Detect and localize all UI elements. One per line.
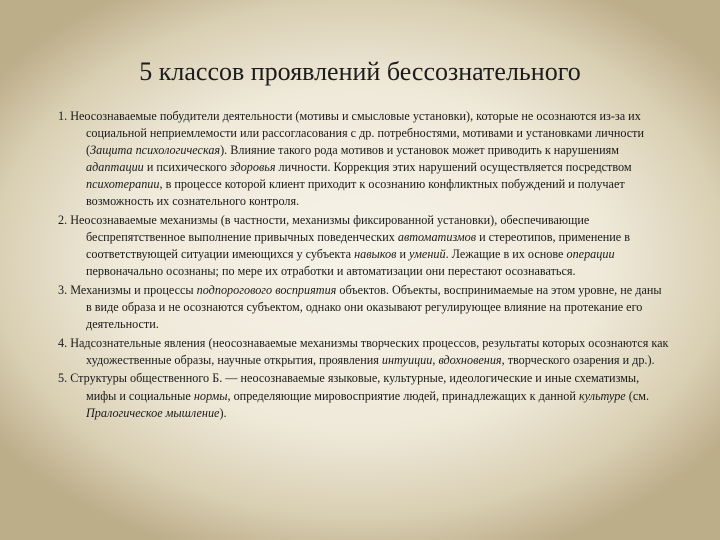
list-item xyxy=(58,370,670,421)
italic-term: культуре xyxy=(578,388,626,403)
italic-term: операции xyxy=(566,247,615,262)
italic-term: нормы xyxy=(193,388,228,403)
italic-term: психотерапии xyxy=(86,177,160,192)
list-item xyxy=(58,335,670,369)
text-run: и xyxy=(396,247,410,262)
text-run: 2. Неосознаваемые механизмы (в частности, механизмы фиксированной установки), обеспечивающие беспрепятственное выполнение привычных поведенческих xyxy=(58,213,590,245)
italic-term: автоматизмов xyxy=(397,230,477,245)
text-run: и психического xyxy=(143,160,230,175)
text-run: 5. Структуры общественного Б. — неосознаваемые языковые, культурные, идеологические и иные схематизмы, мифы и социальные xyxy=(58,371,640,403)
italic-term: подпорогового восприятия xyxy=(196,282,337,297)
text-run: 4. Надсознательные явления (неосознаваемые механизмы творческих процессов, результаты которых осознаются как художественные образы, научные открытия, проявления xyxy=(58,335,669,367)
slide-content xyxy=(58,108,670,423)
italic-term: умений xyxy=(409,247,446,262)
italic-term: Защита психологическая xyxy=(90,143,221,158)
italic-term: интуиции xyxy=(381,352,433,367)
text-run: ). Влияние такого рода мотивов и установок может приводить к нарушениям xyxy=(220,143,619,158)
list-item xyxy=(58,108,670,211)
text-run: (см. xyxy=(625,388,649,403)
italic-term: Пралогическое мышление xyxy=(86,405,220,420)
text-run: и стереотипов, применение в соответствующей ситуации имеющихся у субъекта xyxy=(86,230,631,262)
text-run: первоначально осознаны; по мере их отработки и автоматизации они перестают осознаваться. xyxy=(86,264,576,279)
text-run: 1. Неосознаваемые побудители деятельности (мотивы и смысловые установки), которые не осознаются из-за их социальной неприемлемости или рассогласования с др. потребностями, мотивами и установками личности ( xyxy=(58,109,645,158)
list-item xyxy=(58,282,670,333)
text-run: , xyxy=(432,352,439,367)
text-run: ). xyxy=(219,405,227,420)
text-run: , определяющие мировосприятие людей, принадлежащих к данной xyxy=(227,388,579,403)
italic-term: адаптации xyxy=(86,160,144,175)
italic-term: вдохновения xyxy=(438,352,502,367)
list-item xyxy=(58,212,670,280)
italic-term: навыков xyxy=(354,247,397,262)
text-run: , творческого озарения и др.). xyxy=(501,352,655,367)
text-run: 3. Механизмы и процессы xyxy=(58,282,197,297)
italic-term: здоровья xyxy=(229,160,276,175)
text-run: . Лежащие в их основе xyxy=(445,247,567,262)
text-run: , в процессе которой клиент приходит к осознанию конфликтных побуждений и получает возможность их сознательного контроля. xyxy=(86,177,625,209)
text-run: личности. Коррекция этих нарушений осуществляется посредством xyxy=(275,160,632,175)
text-run: объектов. Объекты, воспринимаемые на этом уровне, не даны в виде образа и не осознаются субъектом, однако они оказывают регулирующее влияние на протекание его деятельности. xyxy=(86,282,662,332)
slide-title: 5 классов проявлений бессознательного xyxy=(139,57,581,86)
